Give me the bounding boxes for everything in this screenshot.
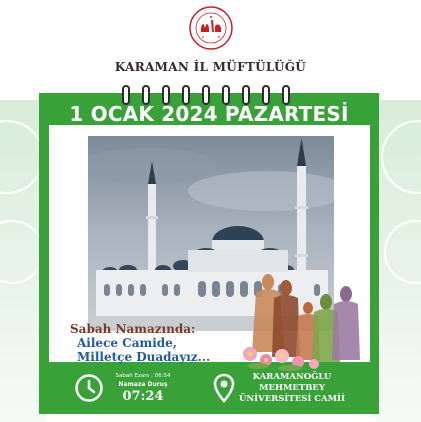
diyanet-emblem-icon [189, 6, 233, 50]
clock-icon [74, 373, 104, 403]
namaz-durus-label: Namaza Duruş [118, 381, 168, 388]
page-title: KARAMAN İL MÜFTÜLÜĞÜ [114, 60, 307, 74]
message-line-3: Milletçe Duadayız... [77, 350, 211, 364]
prayer-time-block [108, 372, 178, 405]
mosque-location-name [237, 372, 347, 405]
message-line-2: Ailece Camide, [77, 336, 177, 350]
namaz-durus-time: 07:24 [122, 389, 164, 404]
sabah-ezani-time: Sabah Ezanı : 06:54 [115, 373, 171, 379]
calendar-date-title: 1 OCAK 2024 PAZARTESİ [69, 102, 349, 126]
message-line-1: Sabah Namazında: [70, 322, 196, 336]
family-silhouettes-illustration [238, 272, 364, 372]
location-line-1: KARAMANOĞLU [252, 372, 332, 382]
location-line-2: MEHMETBEY [259, 383, 325, 393]
location-line-3: ÜNİVERSİTESİ CAMİİ [238, 394, 345, 404]
location-pin-icon [213, 373, 235, 403]
background-right-decoration [376, 100, 421, 422]
